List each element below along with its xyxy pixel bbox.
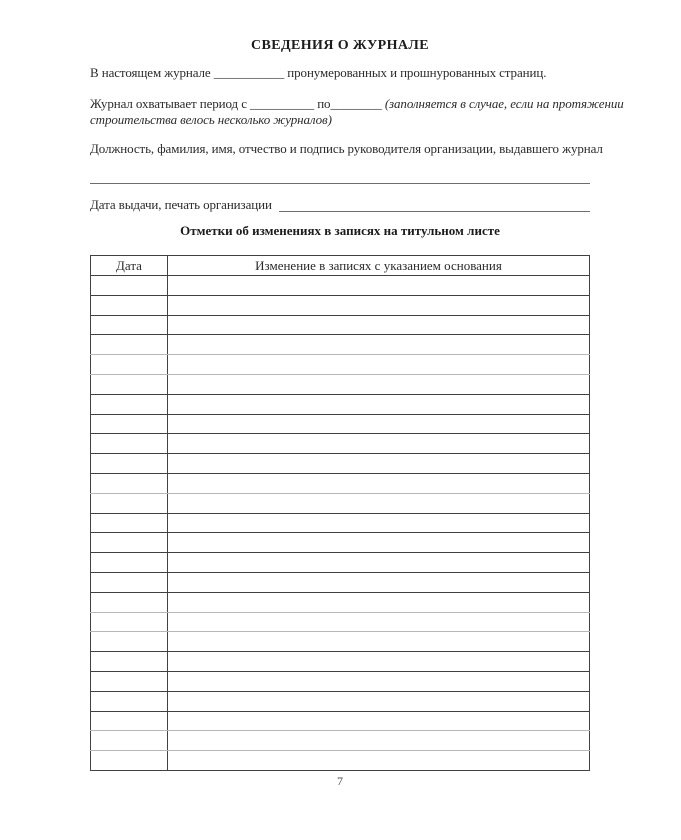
date-cell (91, 592, 168, 612)
date-cell (91, 751, 168, 771)
date-cell (91, 473, 168, 493)
table-row (91, 632, 590, 652)
date-cell (91, 632, 168, 652)
date-cell (91, 295, 168, 315)
date-cell (91, 374, 168, 394)
date-cell (91, 671, 168, 691)
date-cell (91, 335, 168, 355)
table-row (91, 751, 590, 771)
table-row (91, 473, 590, 493)
date-cell (91, 612, 168, 632)
change-cell (168, 671, 590, 691)
changes-section-heading: Отметки об изменениях в записях на титульном листе (180, 223, 500, 238)
change-cell (168, 592, 590, 612)
change-cell (168, 513, 590, 533)
table-row (91, 335, 590, 355)
signature-blank-line (90, 183, 590, 184)
table-row (91, 691, 590, 711)
issue-date-label: Дата выдачи, печать организации (90, 197, 272, 212)
date-cell (91, 454, 168, 474)
change-cell (168, 335, 590, 355)
date-cell (91, 711, 168, 731)
date-cell (91, 513, 168, 533)
table-row (91, 355, 590, 375)
change-cell (168, 315, 590, 335)
table-row (91, 652, 590, 672)
change-cell (168, 454, 590, 474)
date-cell (91, 414, 168, 434)
table-row (91, 671, 590, 691)
table-row (91, 513, 590, 533)
change-cell (168, 691, 590, 711)
date-cell (91, 315, 168, 335)
period-from-blank: __________ (250, 96, 315, 111)
change-cell (168, 632, 590, 652)
change-cell (168, 355, 590, 375)
change-cell (168, 731, 590, 751)
table-row (91, 572, 590, 592)
date-cell (91, 652, 168, 672)
date-cell (91, 691, 168, 711)
changes-table (90, 255, 590, 771)
date-cell (91, 434, 168, 454)
table-row (91, 454, 590, 474)
table-row (91, 731, 590, 751)
table-row (91, 276, 590, 296)
period-line-1 (90, 96, 624, 112)
period-note-line1: (заполняется в случае, если на протяжении (381, 96, 624, 111)
change-cell (168, 533, 590, 553)
change-cell (168, 295, 590, 315)
date-cell (91, 355, 168, 375)
change-cell (168, 276, 590, 296)
change-cell (168, 652, 590, 672)
table-row (91, 374, 590, 394)
date-cell (91, 276, 168, 296)
page-number: 7 (337, 774, 343, 788)
change-cell (168, 394, 590, 414)
table-row (91, 612, 590, 632)
date-cell (91, 553, 168, 573)
period-paragraph (90, 96, 624, 127)
change-cell (168, 711, 590, 731)
table-row (91, 553, 590, 573)
changes-table-body (91, 276, 590, 771)
date-cell (91, 572, 168, 592)
change-cell (168, 572, 590, 592)
date-cell (91, 731, 168, 751)
date-cell (91, 533, 168, 553)
period-to-label: по (314, 96, 331, 111)
period-prefix: Журнал охватывает период с (90, 96, 251, 111)
official-signature-line: Должность, фамилия, имя, отчество и подпись руководителя организации, выдавшего журнал (90, 141, 603, 156)
table-row (91, 493, 590, 513)
date-cell (91, 394, 168, 414)
pages-count-line: В настоящем журнале ___________ пронумерованных и прошнурованных страниц. (90, 65, 547, 80)
change-cell (168, 493, 590, 513)
change-cell (168, 414, 590, 434)
table-row (91, 295, 590, 315)
change-cell (168, 553, 590, 573)
table-row (91, 414, 590, 434)
change-cell (168, 612, 590, 632)
table-row (91, 711, 590, 731)
date-cell (91, 493, 168, 513)
column-header-change: Изменение в записях с указанием основания (168, 256, 590, 276)
period-note-line2: строительства велось несколько журналов) (90, 111, 332, 127)
period-to-blank: ________ (330, 96, 382, 111)
table-row (91, 533, 590, 553)
table-row (91, 592, 590, 612)
table-row (91, 434, 590, 454)
change-cell (168, 434, 590, 454)
page-title: СВЕДЕНИЯ О ЖУРНАЛЕ (251, 38, 429, 53)
table-header-row (91, 256, 590, 276)
change-cell (168, 473, 590, 493)
issue-date-line (90, 197, 590, 212)
table-row (91, 394, 590, 414)
issue-date-blank-line (279, 197, 590, 212)
column-header-date: Дата (91, 256, 168, 276)
change-cell (168, 374, 590, 394)
table-row (91, 315, 590, 335)
change-cell (168, 751, 590, 771)
